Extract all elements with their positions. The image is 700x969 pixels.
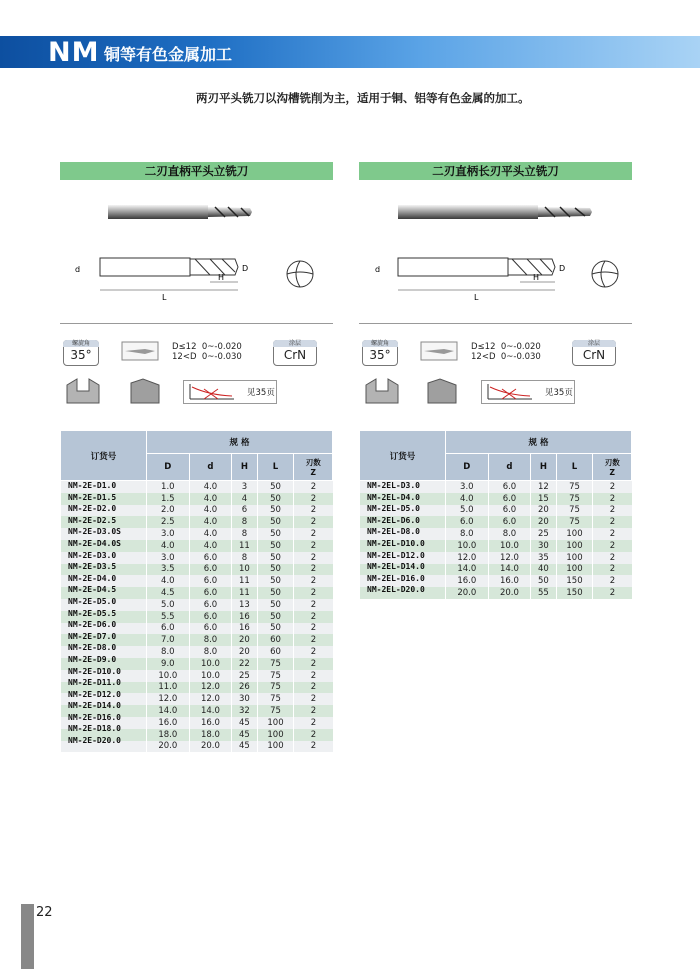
table-cell: 2 xyxy=(593,528,632,540)
table-cell: 12.0 xyxy=(189,693,232,705)
table-cell: 2 xyxy=(294,493,333,505)
table-cell: 2 xyxy=(294,599,333,611)
order-code: NM-2E-D3.5 xyxy=(68,562,117,572)
table-cell: 2 xyxy=(294,575,333,587)
table-cell: 75 xyxy=(257,705,294,717)
table-cell: 4.0 xyxy=(189,528,232,540)
right-order-list xyxy=(367,480,425,596)
right-ref-text: 见35页 xyxy=(545,388,573,398)
table-cell: 3.5 xyxy=(147,564,190,576)
table-cell: 4.0 xyxy=(189,493,232,505)
table-cell: 22 xyxy=(232,658,257,670)
order-code: NM-2E-D6.0 xyxy=(68,620,117,630)
order-code: NM-2EL-D3.0 xyxy=(367,481,420,490)
table-cell: 50 xyxy=(257,564,294,576)
table-cell: 6.0 xyxy=(189,552,232,564)
order-code: NM-2E-D14.0 xyxy=(68,701,121,711)
table-cell: 2 xyxy=(294,717,333,729)
table-cell: 16.0 xyxy=(446,575,489,587)
right-helix-badge xyxy=(362,340,398,366)
table-cell: 100 xyxy=(556,528,593,540)
table-cell: 12.0 xyxy=(147,693,190,705)
order-code: NM-2EL-D5.0 xyxy=(367,504,420,514)
right-header-D: D xyxy=(446,454,489,481)
right-header-d: d xyxy=(488,454,531,481)
table-cell: 4.0 xyxy=(446,493,489,505)
right-coating-badge xyxy=(572,340,616,366)
table-cell: 14.0 xyxy=(189,705,232,717)
table-cell: 2 xyxy=(294,611,333,623)
left-dim-D: D xyxy=(242,264,249,273)
table-cell: 50 xyxy=(257,505,294,517)
table-cell: 8.0 xyxy=(446,528,489,540)
table-cell: 16.0 xyxy=(488,575,531,587)
table-cell: 2.5 xyxy=(147,516,190,528)
table-cell: 50 xyxy=(257,481,294,493)
right-slot-icon xyxy=(362,375,402,407)
table-cell: 6.0 xyxy=(189,587,232,599)
table-cell: 6.0 xyxy=(488,516,531,528)
table-cell: 2 xyxy=(294,623,333,635)
table-cell: 50 xyxy=(257,552,294,564)
left-header-order: 订货号 xyxy=(61,431,147,481)
left-helix-value: 35° xyxy=(70,348,92,362)
table-cell: 15 xyxy=(531,493,556,505)
left-helix-label: 螺旋角 xyxy=(63,340,99,347)
table-cell: 4.0 xyxy=(147,575,190,587)
left-dim-L: L xyxy=(162,293,167,302)
table-cell: 5.0 xyxy=(147,599,190,611)
left-header-H: H xyxy=(232,454,257,481)
table-cell: 8 xyxy=(232,516,257,528)
table-cell: 25 xyxy=(232,670,257,682)
table-cell: 2 xyxy=(294,540,333,552)
table-cell: 60 xyxy=(257,646,294,658)
table-cell: 2 xyxy=(593,564,632,576)
table-cell: 75 xyxy=(257,670,294,682)
table-cell: 2 xyxy=(294,729,333,741)
table-cell: 1.5 xyxy=(147,493,190,505)
right-header-spec: 规 格 xyxy=(446,431,632,454)
table-cell: 2 xyxy=(294,693,333,705)
table-cell: 26 xyxy=(232,682,257,694)
left-speed-chart-icon xyxy=(184,381,244,403)
table-cell: 4.0 xyxy=(147,540,190,552)
table-cell: 10.0 xyxy=(189,670,232,682)
table-cell: 75 xyxy=(257,658,294,670)
right-speed-chart-icon xyxy=(482,381,542,403)
right-header-L: L xyxy=(556,454,593,481)
table-cell: 6.0 xyxy=(189,599,232,611)
table-cell: 12.0 xyxy=(488,552,531,564)
right-coating-label: 涂层 xyxy=(572,340,616,347)
left-coating-label: 涂层 xyxy=(273,340,317,347)
table-cell: 6.0 xyxy=(147,623,190,635)
table-cell: 45 xyxy=(232,741,257,753)
order-code: NM-2E-D16.0 xyxy=(68,712,121,722)
order-code: NM-2E-D5.5 xyxy=(68,608,117,618)
left-divider xyxy=(60,323,333,324)
order-code: NM-2E-D12.0 xyxy=(68,689,121,699)
header-banner xyxy=(0,36,700,68)
order-code: NM-2E-D4.5 xyxy=(68,585,117,595)
table-cell: 2 xyxy=(294,505,333,517)
table-cell: 11 xyxy=(232,587,257,599)
table-cell: 20.0 xyxy=(446,587,489,599)
left-ref-box xyxy=(183,380,277,404)
table-cell: 6.0 xyxy=(488,505,531,517)
table-cell: 16.0 xyxy=(147,717,190,729)
left-header-z: 刃数 Z xyxy=(294,454,333,481)
table-cell: 75 xyxy=(257,682,294,694)
table-cell: 4.0 xyxy=(189,516,232,528)
table-cell: 100 xyxy=(257,717,294,729)
left-order-list xyxy=(68,480,121,747)
table-cell: 2 xyxy=(593,516,632,528)
right-header-H: H xyxy=(531,454,556,481)
right-dim-L: L xyxy=(474,293,479,302)
table-cell: 6.0 xyxy=(189,611,232,623)
order-code: NM-2E-D2.0 xyxy=(68,504,117,514)
table-cell: 14.0 xyxy=(147,705,190,717)
table-cell: 4 xyxy=(232,493,257,505)
right-tool-drawing xyxy=(370,250,630,310)
table-cell: 12.0 xyxy=(189,682,232,694)
table-cell: 2 xyxy=(294,528,333,540)
table-cell: 2 xyxy=(294,634,333,646)
table-cell: 2 xyxy=(593,481,632,493)
right-dim-H: H xyxy=(533,273,540,282)
table-cell: 100 xyxy=(556,564,593,576)
left-header-spec: 规 格 xyxy=(147,431,333,454)
table-cell: 2 xyxy=(294,552,333,564)
left-tool-photo xyxy=(100,195,260,235)
order-code: NM-2E-D20.0 xyxy=(68,736,121,746)
order-code: NM-2E-D2.5 xyxy=(68,515,117,525)
table-cell: 75 xyxy=(556,481,593,493)
table-cell: 25 xyxy=(531,528,556,540)
table-cell: 7.0 xyxy=(147,634,190,646)
table-cell: 20 xyxy=(531,505,556,517)
table-cell: 10.0 xyxy=(189,658,232,670)
right-dim-D: D xyxy=(559,264,566,273)
table-cell: 30 xyxy=(232,693,257,705)
table-cell: 4.0 xyxy=(189,540,232,552)
order-code: NM-2E-D3.0 xyxy=(68,550,117,560)
table-cell: 3.0 xyxy=(147,528,190,540)
order-code: NM-2E-D5.0 xyxy=(68,596,117,606)
table-cell: 18.0 xyxy=(189,729,232,741)
table-cell: 6.0 xyxy=(189,623,232,635)
table-cell: 2 xyxy=(294,682,333,694)
table-cell: 2 xyxy=(593,552,632,564)
table-cell: 55 xyxy=(531,587,556,599)
table-cell: 11 xyxy=(232,540,257,552)
table-cell: 12 xyxy=(531,481,556,493)
right-divider xyxy=(359,323,632,324)
table-cell: 2 xyxy=(593,575,632,587)
table-cell: 50 xyxy=(531,575,556,587)
table-cell: 8.0 xyxy=(189,646,232,658)
table-cell: 8.0 xyxy=(147,646,190,658)
table-cell: 75 xyxy=(556,493,593,505)
table-cell: 16 xyxy=(232,623,257,635)
table-cell: 50 xyxy=(257,575,294,587)
table-cell: 20 xyxy=(232,646,257,658)
table-cell: 2 xyxy=(294,705,333,717)
table-cell: 10.0 xyxy=(488,540,531,552)
table-cell: 50 xyxy=(257,540,294,552)
right-tolerance-2: 12<D 0~-0.030 xyxy=(471,352,541,362)
intro-text: 两刃平头铣刀以沟槽铣削为主，适用于铜、铝等有色金属的加工。 xyxy=(196,91,530,105)
page-title: 铜等有色金属加工 xyxy=(104,45,233,64)
order-code: NM-2EL-D6.0 xyxy=(367,515,420,525)
table-cell: 18.0 xyxy=(147,729,190,741)
table-cell: 2 xyxy=(593,505,632,517)
table-cell: 16 xyxy=(232,611,257,623)
page-number: 22 xyxy=(36,905,53,920)
table-cell: 4.0 xyxy=(189,481,232,493)
table-cell: 35 xyxy=(531,552,556,564)
table-cell: 8.0 xyxy=(488,528,531,540)
table-cell: 14.0 xyxy=(488,564,531,576)
order-code: NM-2EL-D12.0 xyxy=(367,550,425,560)
table-cell: 6 xyxy=(232,505,257,517)
left-coating-badge xyxy=(273,340,317,366)
table-cell: 13 xyxy=(232,599,257,611)
table-cell: 75 xyxy=(556,505,593,517)
table-cell: 6.0 xyxy=(189,564,232,576)
table-cell: 5.0 xyxy=(446,505,489,517)
table-cell: 8 xyxy=(232,552,257,564)
table-cell: 2 xyxy=(593,540,632,552)
left-header-L: L xyxy=(257,454,294,481)
table-cell: 9.0 xyxy=(147,658,190,670)
order-code: NM-2E-D3.0S xyxy=(68,527,121,537)
left-slot-icon xyxy=(63,375,103,407)
table-cell: 6.0 xyxy=(446,516,489,528)
order-code: NM-2E-D4.0S xyxy=(68,538,121,548)
right-header-order: 订货号 xyxy=(360,431,446,481)
left-header-D: D xyxy=(147,454,190,481)
table-cell: 50 xyxy=(257,493,294,505)
table-cell: 100 xyxy=(556,540,593,552)
table-cell: 50 xyxy=(257,528,294,540)
table-cell: 11 xyxy=(232,575,257,587)
right-product-title: 二刃直柄长刃平头立铣刀 xyxy=(359,162,632,180)
table-cell: 2 xyxy=(294,587,333,599)
left-header-d: d xyxy=(189,454,232,481)
left-dim-d: d xyxy=(75,265,81,274)
table-cell: 8.0 xyxy=(189,634,232,646)
order-code: NM-2EL-D10.0 xyxy=(367,538,425,548)
table-cell: 6.0 xyxy=(488,481,531,493)
table-cell: 45 xyxy=(232,717,257,729)
left-tolerance-2: 12<D 0~-0.030 xyxy=(172,352,242,362)
table-cell: 3 xyxy=(232,481,257,493)
table-cell: 3.0 xyxy=(446,481,489,493)
table-cell: 2 xyxy=(294,481,333,493)
order-code: NM-2E-D1.5 xyxy=(68,492,117,502)
table-cell: 2 xyxy=(294,670,333,682)
left-tolerance-1: D≤12 0~-0.020 xyxy=(172,342,242,352)
left-tool-drawing xyxy=(70,250,330,310)
table-cell: 10.0 xyxy=(147,670,190,682)
order-code: NM-2EL-D14.0 xyxy=(367,562,425,572)
table-cell: 50 xyxy=(257,587,294,599)
table-cell: 20 xyxy=(531,516,556,528)
right-coating-value: CrN xyxy=(582,348,606,362)
table-cell: 75 xyxy=(257,693,294,705)
right-tolerance-1: D≤12 0~-0.020 xyxy=(471,342,541,352)
right-dim-d: d xyxy=(375,265,381,274)
left-tolerance-icon xyxy=(121,341,159,361)
table-cell: 150 xyxy=(556,587,593,599)
table-cell: 45 xyxy=(232,729,257,741)
table-cell: 60 xyxy=(257,634,294,646)
table-cell: 30 xyxy=(531,540,556,552)
table-cell: 4.5 xyxy=(147,587,190,599)
right-helix-label: 螺旋角 xyxy=(362,340,398,347)
right-tool-photo xyxy=(390,195,600,235)
page-number-bar xyxy=(21,904,34,969)
order-code: NM-2E-D9.0 xyxy=(68,654,117,664)
order-code: NM-2E-D11.0 xyxy=(68,678,121,688)
right-header-z: 刃数 Z xyxy=(593,454,632,481)
table-cell: 10.0 xyxy=(446,540,489,552)
table-cell: 2 xyxy=(593,587,632,599)
series-code: NM xyxy=(48,37,100,68)
table-cell: 2 xyxy=(294,658,333,670)
table-cell: 150 xyxy=(556,575,593,587)
table-cell: 50 xyxy=(257,611,294,623)
table-cell: 10 xyxy=(232,564,257,576)
right-shoulder-icon xyxy=(422,375,462,407)
table-cell: 40 xyxy=(531,564,556,576)
order-code: NM-2E-D10.0 xyxy=(68,666,121,676)
table-cell: 20.0 xyxy=(488,587,531,599)
left-ref-text: 见35页 xyxy=(247,388,275,398)
order-code: NM-2EL-D16.0 xyxy=(367,573,425,583)
table-cell: 100 xyxy=(257,729,294,741)
table-cell: 50 xyxy=(257,623,294,635)
order-code: NM-2EL-D20.0 xyxy=(367,585,425,595)
table-cell: 12.0 xyxy=(446,552,489,564)
table-cell: 6.0 xyxy=(488,493,531,505)
table-cell: 20.0 xyxy=(189,741,232,753)
table-cell: 20.0 xyxy=(147,741,190,753)
order-code: NM-2E-D4.0 xyxy=(68,573,117,583)
order-code: NM-2EL-D8.0 xyxy=(367,527,420,537)
left-product-title: 二刃直柄平头立铣刀 xyxy=(60,162,333,180)
left-dim-H: H xyxy=(218,273,225,282)
table-cell: 2 xyxy=(294,516,333,528)
right-helix-value: 35° xyxy=(369,348,391,362)
table-cell: 75 xyxy=(556,516,593,528)
right-ref-box xyxy=(481,380,575,404)
left-shoulder-icon xyxy=(125,375,165,407)
table-cell: 6.0 xyxy=(189,575,232,587)
order-code: NM-2E-D18.0 xyxy=(68,724,121,734)
table-cell: 3.0 xyxy=(147,552,190,564)
table-cell: 14.0 xyxy=(446,564,489,576)
left-coating-value: CrN xyxy=(283,348,307,362)
table-cell: 1.0 xyxy=(147,481,190,493)
table-cell: 16.0 xyxy=(189,717,232,729)
table-cell: 2 xyxy=(593,493,632,505)
table-cell: 20 xyxy=(232,634,257,646)
table-cell: 2.0 xyxy=(147,505,190,517)
order-code: NM-2E-D7.0 xyxy=(68,631,117,641)
table-cell: 4.0 xyxy=(189,505,232,517)
table-cell: 32 xyxy=(232,705,257,717)
table-cell: 2 xyxy=(294,646,333,658)
order-code: NM-2EL-D4.0 xyxy=(367,492,420,502)
table-cell: 100 xyxy=(556,552,593,564)
order-code: NM-2E-D8.0 xyxy=(68,643,117,653)
order-code: NM-2E-D1.0 xyxy=(68,481,117,490)
left-helix-badge xyxy=(63,340,99,366)
table-cell: 5.5 xyxy=(147,611,190,623)
table-cell: 50 xyxy=(257,516,294,528)
table-cell: 100 xyxy=(257,741,294,753)
table-cell: 50 xyxy=(257,599,294,611)
right-tolerance-icon xyxy=(420,341,458,361)
table-cell: 8 xyxy=(232,528,257,540)
table-cell: 2 xyxy=(294,564,333,576)
table-cell: 2 xyxy=(294,741,333,753)
table-cell: 11.0 xyxy=(147,682,190,694)
